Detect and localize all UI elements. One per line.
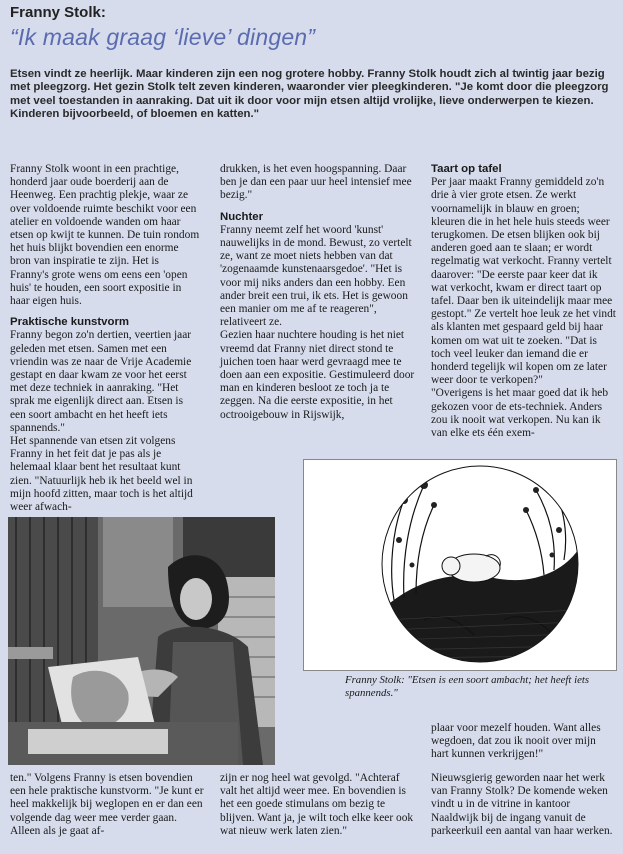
subheading: Nuchter — [220, 210, 264, 223]
paragraph: Nieuwsgierig geworden naar het werk van Franny Stolk? De komende weken vindt u in de vitrine in kantoor Naaldwijk bij de ingang vanuit de parkeerkuil een aantal van haar werken. — [431, 772, 613, 837]
column-1 — [10, 163, 200, 514]
column-3 — [431, 163, 616, 440]
paragraph: Franny neemt zelf het woord 'kunst' nauwelijks in de mond. Bewust, zo vertelt ze, want ze moet niets hebben van dat 'zogenaamde kunstenaarsgedoe'. "Het is voor mij niks anders dan een hobby. Een ander breit een trui, ik ets. Het is gewoon een manier om me af te reageren", relativeert ze. — [220, 223, 412, 329]
subheading: Praktische kunstvorm — [10, 316, 130, 329]
paragraph: "Overigens is het maar goed dat ik heb gekozen voor de ets-techniek. Anders zou ik nooit wat verkopen. Nu kan ik van elke ets één exem- — [431, 387, 609, 440]
image-caption: Franny Stolk: "Etsen is een soort ambacht; het heeft iets spannends." — [345, 674, 590, 699]
paragraph: Gezien haar nuchtere houding is het niet vreemd dat Franny niet direct stond te juichen toen haar werd gevraagd mee te doen aan een expositie. Gestimuleerd door man en kinderen besloot ze toch ja te zeggen. Na die eerste expositie, in het octrooigebouw in Rijswijk, — [220, 329, 415, 421]
column-2 — [220, 163, 415, 422]
paragraph: Franny begon zo'n dertien, veertien jaar geleden met etsen. Samen met een vriendin was ze naar de Vrije Academie gestapt en daar kwam ze voor het eerst met deze techniek in aanraking. "Het sprak me eigenlijk direct aan. Etsen is een soort ambacht en het heeft iets spannends." — [10, 329, 192, 434]
paragraph: drukken, is het even hoogspanning. Daar ben je dan een paar uur heel intensief mee bezig." — [220, 163, 412, 202]
etching-illustration — [303, 459, 617, 671]
artist-photo-image — [8, 517, 275, 765]
lead-paragraph: Etsen vindt ze heerlijk. Maar kinderen zijn een nog grotere hobby. Franny Stolk houdt zich al twintig jaar bezig met pleegzorg. Het gezin Stolk telt zeven kinderen, waaronder vier pleegkinderen. "Je komt door die pleegzorg met veel toestanden in aanraking. Dat uit ik door voor mijn etsen altijd vrolijke, lieve onderwerpen te kiezen. Kinderen bijvoorbeeld, of bloemen en katten." — [10, 68, 609, 121]
etching-image — [304, 460, 616, 670]
subheading: Taart op tafel — [431, 163, 502, 175]
paragraph: Het spannende van etsen zit volgens Franny in het feit dat je pas als je helemaal klaar bent het resultaat kunt zien. "Natuurlijk heb ik het beeld wel in mijn hoofd zitten, maar toch is het altijd weer afwach- — [10, 435, 193, 514]
bottom-column-1 — [10, 772, 205, 838]
paragraph: Per jaar maakt Franny gemiddeld zo'n drie à vier grote etsen. Ze werkt voornamelijk in blauw en groen; kleuren die in het hele huis steeds weer terugkomen. De etsen blijken ook bij anderen goed aan te slaan; er wordt regelmatig wat verkocht. Franny vertelt daarover: "De eerste paar keer dat ik wat verkocht, kwam er direct taart op tafel. Daar ben ik uiteindelijk maar mee gestopt." Ze vertelt hoe leuk ze het vindt als klanten met gespaard geld bij haar komen om wat uit te zoeken. "Dat is toch veel leuker dan iemand die er honderd tegelijk wil kopen om ze later weer door te verkopen?" — [431, 176, 616, 387]
paragraph: Franny Stolk woont in een prachtige, honderd jaar oude boerderij aan de Heenweg. Een prachtig plekje, waar ze over voldoende ruimte beschikt voor een atelier en voldoende wanden om haar etsen op kwijt te kunnen. De tuin rondom het huis blijkt bovendien een enorme bron van inspiratie te zijn. Het is Franny's grote wens om eens een 'open huis' te houden, een soort expositie in haar eigen huis. — [10, 163, 200, 308]
paragraph: ten." Volgens Franny is etsen bovendien een hele praktische kunstvorm. "Je kunt er heel makkelijk bij weglopen en er dan een volgende dag weer mee verder gaan. Alleen als je gaat af- — [10, 772, 204, 837]
headline: “Ik maak graag ‘lieve’ dingen” — [10, 24, 316, 50]
bottom-column-3 — [431, 772, 616, 838]
artist-photo — [8, 517, 275, 765]
bottom-column-3-top — [431, 722, 616, 762]
paragraph: plaar voor mezelf houden. Want alles wegdoen, dat zou ik nooit over mijn hart kunnen verkrijgen!" — [431, 722, 601, 761]
paragraph: zijn er nog heel wat gevolgd. "Achteraf valt het altijd weer mee. En bovendien is het een goede stimulans om bezig te blijven. Want ja, je wilt toch elke keer ook wat nieuw werk laten zien." — [220, 772, 414, 837]
bottom-column-2 — [220, 772, 415, 838]
kicker: Franny Stolk: — [10, 4, 106, 21]
